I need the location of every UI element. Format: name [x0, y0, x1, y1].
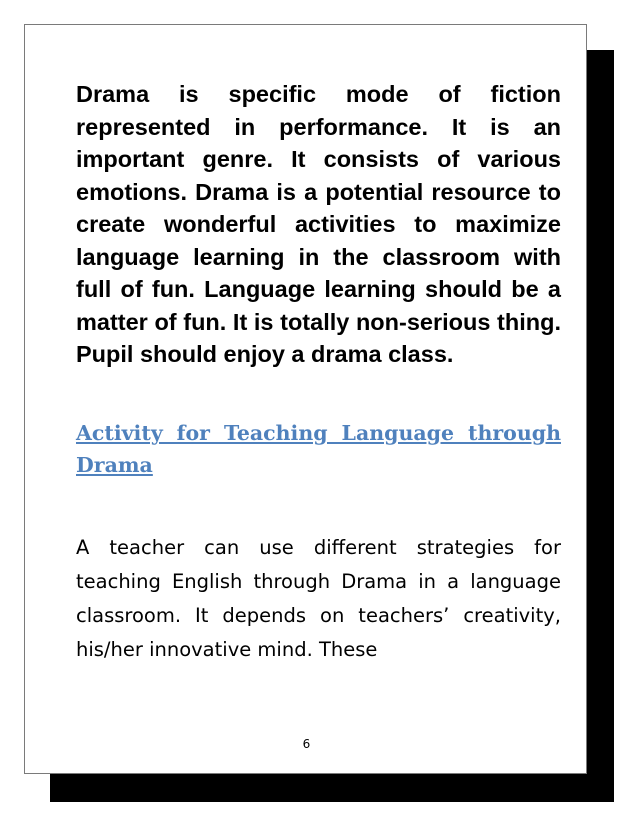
- document-page: [24, 24, 587, 774]
- body-paragraph: A teacher can use different strategies for teaching English through Drama in a language classroom. It depends on teachers’ creativity, his/her innovative mind. These: [76, 536, 561, 661]
- section-heading: Activity for Teaching Language through Drama: [76, 421, 561, 477]
- intro-paragraph: Drama is specific mode of fiction represented in performance. It is an important genre. It consists of various emotions. Drama is a potential resource to create wonderful activities to maximize language learning in the classroom with full of fun. Language learning should be a matter of fun. It is totally non-serious thing. Pupil should enjoy a drama class.: [76, 81, 561, 367]
- page-number: 6: [302, 737, 311, 751]
